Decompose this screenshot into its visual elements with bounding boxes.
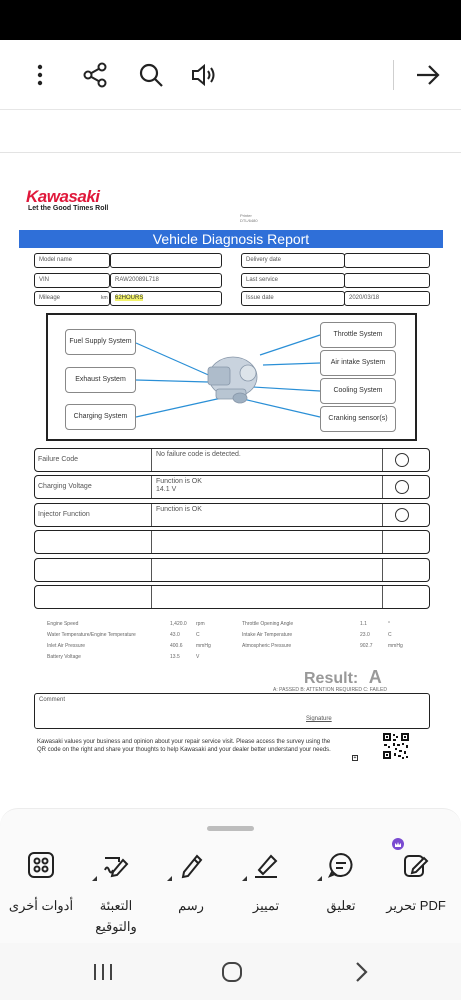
- tool-label: التعبئة والتوقيع: [95, 898, 137, 934]
- table-row: [34, 448, 430, 472]
- result-value: A: [368, 667, 382, 687]
- pdf-page: [0, 152, 461, 808]
- spec-engine-speed-unit: rpm: [196, 621, 205, 627]
- speaker-icon[interactable]: [190, 60, 220, 90]
- status-circle-icon: [395, 508, 409, 522]
- spec-water-temp-val: 43.0: [170, 632, 180, 638]
- spec-intake-temp-val: 23.0: [360, 632, 370, 638]
- row-value: No failure code is detected.: [153, 449, 383, 471]
- row-label: Injector Function: [35, 504, 152, 526]
- expand-corner-icon: [92, 876, 97, 881]
- tool-label: تمييز: [252, 898, 280, 913]
- issue-date-label: Issue date: [241, 291, 345, 306]
- result-legend: A: PASSED B: ATTENTION REQUIRED C: FAILED: [273, 687, 388, 693]
- spec-atm: Atmospheric Pressure: [242, 643, 292, 649]
- sheet-handle[interactable]: [207, 826, 254, 831]
- result-label: Result:: [304, 670, 359, 687]
- row-label: [35, 586, 152, 608]
- table-row: [34, 558, 430, 582]
- issue-date-value: 2020/03/18: [344, 291, 430, 306]
- search-icon[interactable]: [136, 60, 166, 90]
- row-value: [153, 531, 383, 553]
- top-toolbar: [0, 40, 461, 110]
- spec-atm-unit: mmHg: [388, 643, 403, 649]
- recents-icon[interactable]: [88, 960, 118, 984]
- last-service-label: Last service: [241, 273, 345, 288]
- tool-label: رسم: [178, 898, 204, 913]
- spec-intake-temp-unit: C: [388, 632, 392, 638]
- spec-throttle-val: 1.1: [360, 621, 367, 627]
- expand-corner-icon: [242, 876, 247, 881]
- tools-sheet: [0, 808, 461, 943]
- status-bar: [0, 0, 461, 40]
- row-value: [153, 559, 383, 581]
- table-row: [34, 475, 430, 499]
- report-title: Vehicle Diagnosis Report: [19, 230, 443, 248]
- spec-water-temp-unit: C: [196, 632, 200, 638]
- home-icon[interactable]: [217, 960, 247, 984]
- table-row: [34, 585, 430, 609]
- brand-logo: Kawasaki: [26, 187, 100, 206]
- tool-label: تحرير PDF: [386, 898, 446, 913]
- row-label: Charging Voltage: [35, 476, 152, 498]
- result: [304, 667, 382, 688]
- back-icon[interactable]: [346, 960, 376, 984]
- vin-label: VIN: [34, 273, 110, 288]
- tool-edit-pdf[interactable]: [378, 849, 454, 939]
- tool-label: أدوات أخرى: [8, 898, 74, 913]
- toolbar-divider: [393, 60, 394, 90]
- qr-code-icon: [382, 732, 410, 760]
- tool-comment[interactable]: [303, 849, 379, 939]
- mileage-label: [34, 291, 110, 306]
- row-value: Function is OK: [153, 504, 383, 526]
- highlighter-icon: [250, 849, 282, 881]
- pen-icon: [175, 849, 207, 881]
- spec-inlet-air: Inlet Air Pressure: [47, 643, 86, 649]
- system-diagram: [46, 313, 417, 441]
- table-row: [34, 503, 430, 527]
- print-note: Printer DTL/6480: [240, 213, 258, 223]
- spec-throttle-unit: °: [388, 621, 390, 627]
- brand-tagline: Let the Good Times Roll: [28, 205, 109, 212]
- row-label: [35, 559, 152, 581]
- row-value: Function is OK 14.1 V: [153, 476, 383, 498]
- row-value: [153, 586, 383, 608]
- row-label: Failure Code: [35, 449, 152, 471]
- tool-highlight[interactable]: [228, 849, 304, 939]
- more-vert-icon[interactable]: [25, 60, 55, 90]
- last-service-value: [344, 273, 430, 288]
- expand-icon: +: [353, 755, 357, 761]
- tool-label: تعليق: [326, 898, 356, 913]
- cranking-label: Cranking sensor(s): [320, 406, 396, 432]
- arrow-right-icon[interactable]: [413, 60, 443, 90]
- mileage-value: 62HOURS: [115, 295, 144, 301]
- spec-engine-speed-val: 1,420.0: [170, 621, 187, 627]
- exhaust-label: Exhaust System: [65, 367, 136, 393]
- fuel-supply-label: Fuel Supply System: [65, 329, 136, 355]
- share-icon[interactable]: [80, 60, 110, 90]
- spec-intake-temp: Intake Air Temperature: [242, 632, 293, 638]
- mileage-unit: km: [101, 295, 108, 301]
- more-tools-icon: [25, 849, 57, 881]
- spec-throttle: Throttle Opening Angle: [242, 621, 294, 627]
- tool-fill-sign[interactable]: [78, 849, 154, 939]
- expand-corner-icon: [167, 876, 172, 881]
- spec-engine-speed: Engine Speed: [47, 621, 79, 627]
- air-intake-label: Air intake System: [320, 350, 396, 376]
- status-circle-icon: [395, 453, 409, 467]
- premium-badge-icon: [392, 838, 404, 850]
- document-viewer[interactable]: [0, 110, 461, 808]
- throttle-label: Throttle System: [320, 322, 396, 348]
- status-circle-icon: [395, 480, 409, 494]
- edit-pdf-icon: [400, 849, 432, 881]
- delivery-date-value: [344, 253, 430, 268]
- mileage-label-text: Mileage: [39, 295, 61, 301]
- vin-value: RAW20089L718: [110, 273, 222, 288]
- row-label: [35, 531, 152, 553]
- model-name-label: Model name: [34, 253, 110, 268]
- tool-more[interactable]: [3, 849, 79, 939]
- survey-text: Kawasaki values your business and opinion about your repair service visit. Please access the survey using the QR code on the right and share your thoughts to help Kawasaki and your dealer better understand your needs.: [37, 739, 331, 753]
- spec-battery-unit: V: [196, 654, 200, 660]
- table-row: [34, 530, 430, 554]
- comment-label: Comment: [39, 697, 66, 703]
- comment-icon: [325, 849, 357, 881]
- model-name-value: [110, 253, 222, 268]
- signature-label: Signature: [306, 716, 332, 722]
- spec-water-temp: Water Temperature/Engine Temperature: [47, 632, 136, 638]
- comment-box: [34, 693, 430, 729]
- spec-battery: Battery Voltage: [47, 654, 81, 660]
- spec-atm-val: 902.7: [360, 643, 373, 649]
- cooling-label: Cooling System: [320, 378, 396, 404]
- delivery-date-label: Delivery date: [241, 253, 345, 268]
- spec-inlet-air-unit: mmHg: [196, 643, 211, 649]
- spec-battery-val: 13.5: [170, 654, 180, 660]
- system-nav-bar: [0, 943, 461, 1000]
- expand-corner-icon: [317, 876, 322, 881]
- fill-sign-icon: [100, 849, 132, 881]
- charging-label: Charging System: [65, 404, 136, 430]
- spec-inlet-air-val: 400.6: [170, 643, 183, 649]
- tool-draw[interactable]: [153, 849, 229, 939]
- mileage-value-box: [110, 291, 222, 306]
